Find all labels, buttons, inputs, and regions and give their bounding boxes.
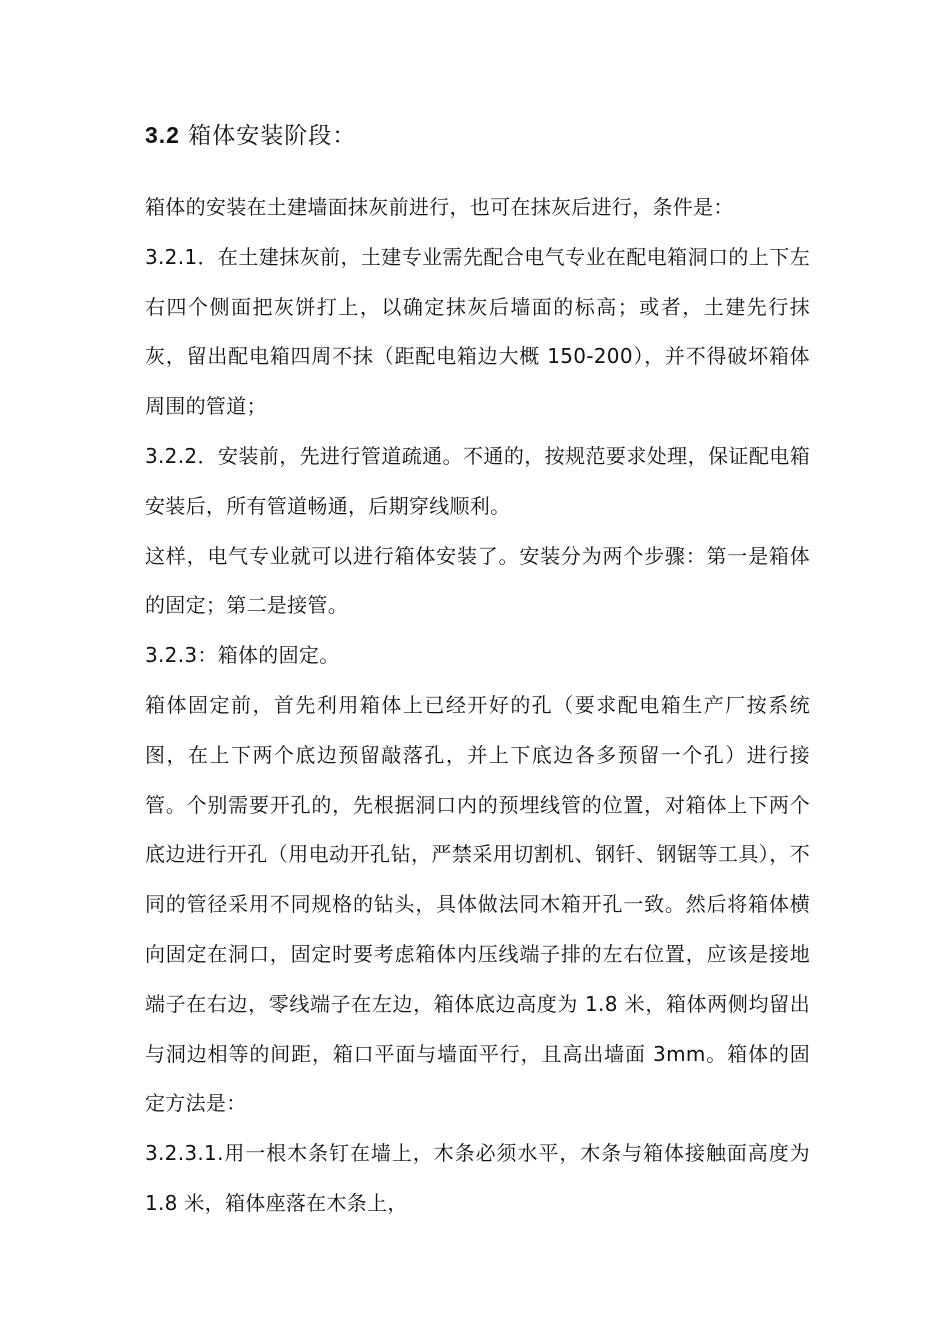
paragraph-3-2-3: 3.2.3：箱体的固定。	[145, 643, 340, 668]
paragraph-intro: 箱体的安装在土建墙面抹灰前进行，也可在抹灰后进行，条件是：	[145, 195, 734, 219]
section-heading	[145, 113, 356, 158]
paragraph-fixing-details: 箱体固定前，首先利用箱体上已经开好的孔（要求配电箱生产厂按系统图，在上下两个底边预留敲落孔，并上下底边各多预留一个孔）进行接管。个别需要开孔的，先根据洞口内的预埋线管的位置，对箱体上下两个底边进行开孔（用电动开孔钻，严禁采用切割机、钢钎、钢锯等工具），不同的管径采用不同规格的钻头，具体做法同木箱开孔一致。然后将箱体横向固定在洞口，固定时要考虑箱体内压线端子排的左右位置，应该是接地端子在右边，零线端子在左边，箱体底边高度为 1.8 米，箱体两侧均留出与洞边相等的间距，箱口平面与墙面平行，且高出墙面 3mm。箱体的固定方法是：	[145, 692, 810, 1116]
body-text	[145, 183, 810, 1229]
paragraph-3-2-3-1: 3.2.3.1.用一根木条钉在墙上，木条必须水平，木条与箱体接触面高度为 1.8 米，箱体座落在木条上，	[145, 1141, 810, 1215]
section-title: 箱体安装阶段：	[188, 123, 357, 149]
paragraph-steps: 这样，电气专业就可以进行箱体安装了。安装分为两个步骤：第一是箱体的固定；第二是接管。	[145, 543, 810, 618]
section-number: 3.2	[145, 122, 180, 148]
paragraph-3-2-1: 3.2.1．在土建抹灰前，土建专业需先配合电气专业在配电箱洞口的上下左右四个侧面把灰饼打上，以确定抹灰后墙面的标高；或者，土建先行抹灰，留出配电箱四周不抹（距配电箱边大概 150-200），并不得破坏箱体周围的管道；	[145, 244, 810, 419]
paragraph-3-2-2: 3.2.2．安装前，先进行管道疏通。不通的，按规范要求处理，保证配电箱安装后，所有管道畅通，后期穿线顺利。	[145, 443, 810, 518]
